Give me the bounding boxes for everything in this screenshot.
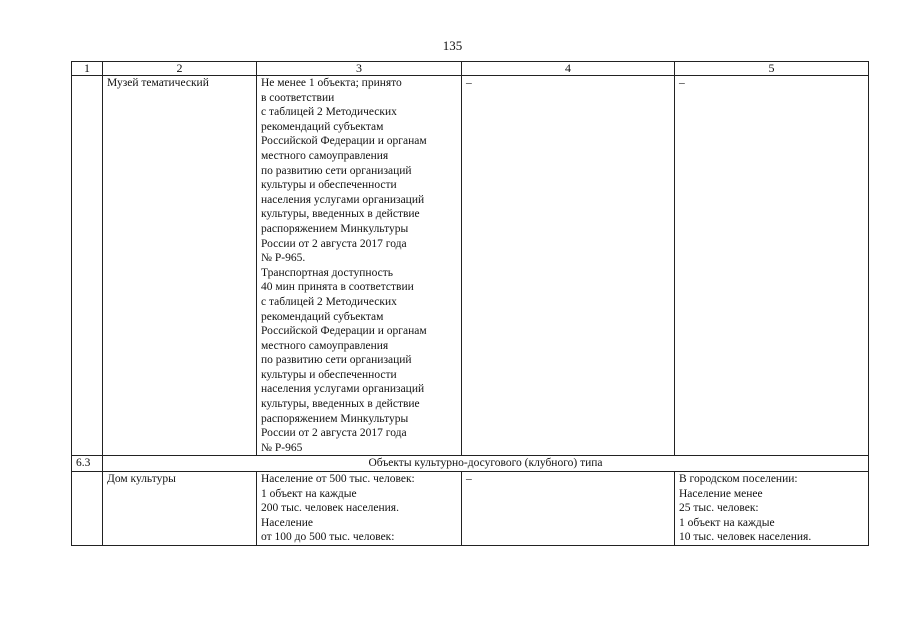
norm-text-cell	[257, 76, 462, 456]
norm-text-cell	[257, 472, 462, 546]
col4-cell: –	[462, 76, 675, 456]
table-row-museum	[72, 76, 869, 456]
col5-cell: –	[675, 76, 869, 456]
column-header: 3	[257, 62, 462, 76]
column-header: 4	[462, 62, 675, 76]
text-line: 200 тыс. человек населения.	[261, 502, 399, 515]
text-line: Транспортная доступность	[261, 266, 393, 279]
page-number: 135	[442, 38, 463, 53]
text-line: рекомендаций субъектам	[261, 310, 384, 323]
text-line: № Р-965.	[261, 252, 306, 265]
column-header: 5	[675, 62, 869, 76]
text-line: Население	[261, 516, 314, 529]
text-line: распоряжением Минкультуры	[261, 412, 409, 425]
text-line: Население менее	[679, 487, 763, 500]
section-row	[72, 456, 869, 472]
object-name-cell: Музей тематический	[103, 76, 257, 456]
text-line: культуры, введенных в действие	[261, 208, 420, 221]
text-line: рекомендаций субъектам	[261, 120, 384, 133]
text-line: местного самоуправления	[261, 149, 389, 162]
table-header-row	[72, 62, 869, 76]
text-line: культуры и обеспеченности	[261, 179, 397, 192]
col5-cell	[675, 472, 869, 546]
row-number-cell	[72, 472, 103, 546]
text-line: в соответствии	[261, 91, 335, 104]
object-name-cell: Дом культуры	[103, 472, 257, 546]
text-line: распоряжением Минкультуры	[261, 222, 409, 235]
norms-table	[71, 61, 869, 546]
section-title-cell: Объекты культурно-досугового (клубного) типа	[103, 456, 869, 472]
table-row-house-of-culture	[72, 472, 869, 546]
row-number-cell	[72, 76, 103, 456]
col4-cell: –	[462, 472, 675, 546]
text-line: Российской Федерации и органам	[261, 135, 427, 148]
text-line: № Р-965	[261, 441, 303, 454]
text-line: В городском поселении:	[679, 473, 798, 486]
text-line: 1 объект на каждые	[679, 516, 775, 529]
text-line: от 100 до 500 тыс. человек:	[261, 531, 395, 544]
section-number-cell: 6.3	[72, 456, 103, 472]
text-line: 1 объект на каждые	[261, 487, 357, 500]
text-line: 40 мин принята в соответствии	[261, 281, 414, 294]
column-header: 1	[72, 62, 103, 76]
text-line: по развитию сети организаций	[261, 164, 412, 177]
text-line: населения услугами организаций	[261, 383, 425, 396]
text-line: 25 тыс. человек:	[679, 502, 759, 515]
text-line: России от 2 августа 2017 года	[261, 427, 407, 440]
text-line: 10 тыс. человек населения.	[679, 531, 812, 544]
text-line: культуры, введенных в действие	[261, 398, 420, 411]
text-line: по развитию сети организаций	[261, 354, 412, 367]
text-line: с таблицей 2 Методических	[261, 106, 397, 119]
text-line: Российской Федерации и органам	[261, 325, 427, 338]
text-line: Не менее 1 объекта; принято	[261, 77, 402, 89]
column-header: 2	[103, 62, 257, 76]
text-line: населения услугами организаций	[261, 193, 425, 206]
text-line: с таблицей 2 Методических	[261, 295, 397, 308]
text-line: местного самоуправления	[261, 339, 389, 352]
text-line: России от 2 августа 2017 года	[261, 237, 407, 250]
text-line: культуры и обеспеченности	[261, 368, 397, 381]
text-line: Население от 500 тыс. человек:	[261, 473, 415, 486]
